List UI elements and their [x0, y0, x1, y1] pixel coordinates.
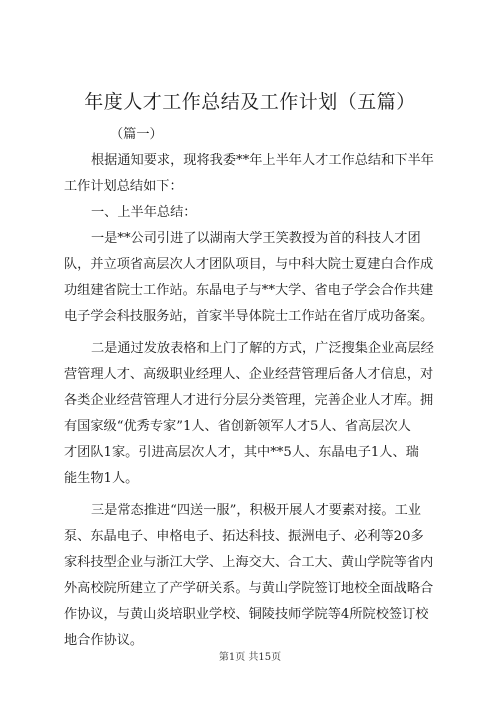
paragraph-line: 才团队1家。引进高层次人才，其中**5人、东晶电子1人、瑞 — [64, 445, 419, 460]
paragraph-line: 根据通知要求，现将我委**年上半年人才工作总结和下半年 — [91, 153, 434, 168]
paragraph-line: 泵、东晶电子、申格电子、拓达科技、振洲电子、必利等20多 — [64, 529, 424, 544]
paragraph-line: 外高校院所建立了产学研关系。与黄山学院签订地校全面战略合 — [64, 581, 434, 596]
paragraph-line: 地合作协议。 — [64, 633, 144, 648]
paragraph-line: 各类企业经营管理人才进行分层分类管理，完善企业人才库。拥 — [64, 393, 434, 408]
document-title: 年度人才工作总结及工作计划（五篇） — [84, 91, 416, 113]
page-number-footer: 第1页 共15页 — [218, 652, 282, 663]
paragraph-line: 三是常态推进“四送一服”，积极开展人才要素对接。工业 — [91, 503, 421, 518]
paragraph-line: 家科技型企业与浙江大学、上海交大、合工大、黄山学院等省内 — [64, 555, 434, 570]
section-label: （篇一） — [110, 127, 163, 142]
section-heading: 一、上半年总结： — [91, 205, 197, 220]
paragraph-line: 功组建省院士工作站。东晶电子与**大学、省电子学会合作共建 — [64, 283, 434, 298]
paragraph-line: 二是通过发放表格和上门了解的方式，广泛搜集企业高层经 — [91, 341, 434, 356]
paragraph-line: 一是**公司引进了以湖南大学王笑教授为首的科技人才团 — [91, 231, 421, 246]
paragraph-line: 作协议，与黄山炎培职业学校、铜陵技师学院等4所院校签订校 — [64, 607, 429, 622]
paragraph-line: 电子学会科技服务站，首家半导体院士工作站在省厅成功备案。 — [64, 309, 434, 324]
paragraph-line: 能生物1人。 — [64, 471, 139, 486]
paragraph-line: 工作计划总结如下： — [64, 179, 183, 194]
paragraph-line: 营管理人才、高级职业经理人、企业经营管理后备人才信息，对 — [64, 367, 434, 382]
paragraph-line: 有国家级“优秀专家”1人、省创新领军人才5人、省高层次人 — [64, 419, 411, 434]
paragraph-line: 队，并立项省高层次人才团队项目，与中科大院士夏建白合作成 — [64, 257, 434, 272]
document-body — [64, 122, 444, 654]
